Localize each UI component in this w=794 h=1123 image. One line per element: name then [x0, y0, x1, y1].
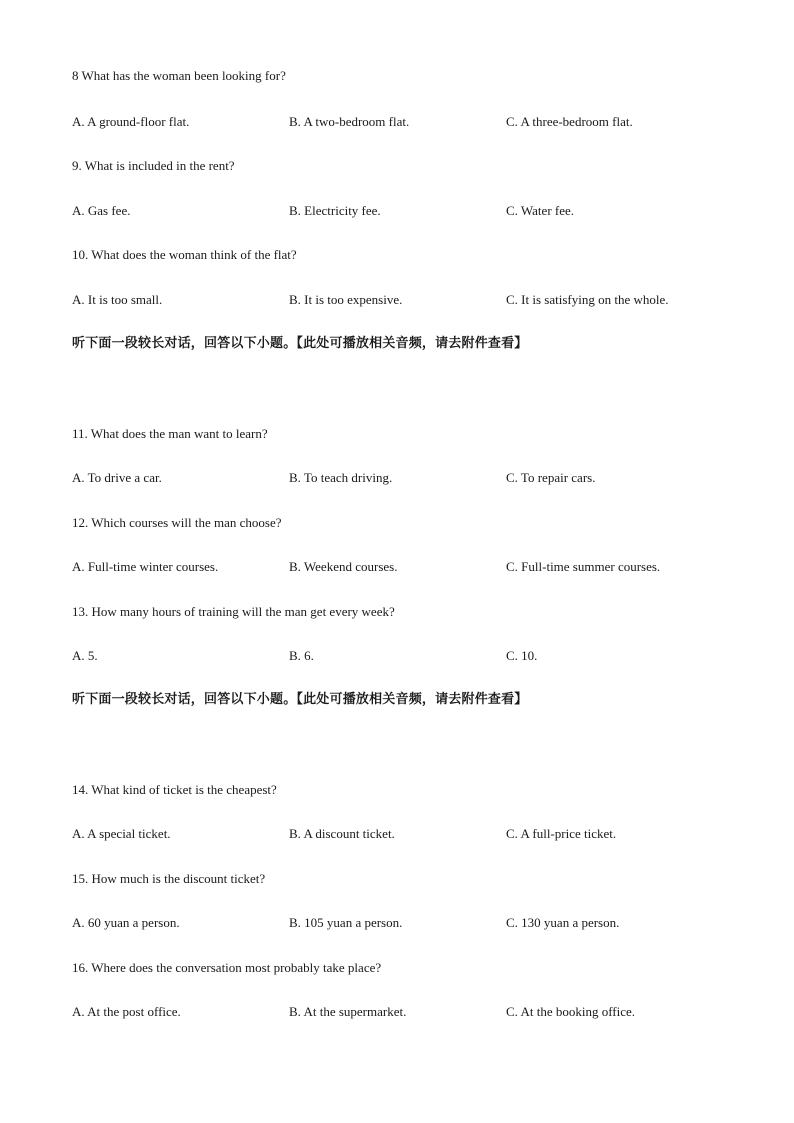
q11-option-b: B. To teach driving. — [289, 470, 393, 485]
q10-option-a: A. It is too small. — [72, 292, 163, 307]
q11-option-a: A. To drive a car. — [72, 470, 162, 485]
q14-option-b: B. A discount ticket. — [289, 826, 395, 841]
q9-option-a: A. Gas fee. — [72, 203, 131, 218]
q8-option-a: A. A ground-floor flat. — [72, 114, 190, 129]
q13-option-b: B. 6. — [289, 648, 314, 663]
q10-option-c: C. It is satisfying on the whole. — [506, 292, 669, 307]
q14-option-a: A. A special ticket. — [72, 826, 171, 841]
question-16: 16. Where does the conversation most probably take place? — [72, 960, 382, 975]
question-12: 12. Which courses will the man choose? — [72, 515, 282, 530]
question-14: 14. What kind of ticket is the cheapest? — [72, 782, 277, 797]
question-15: 15. How much is the discount ticket? — [72, 871, 266, 886]
q16-option-b: B. At the supermarket. — [289, 1004, 407, 1019]
q13-option-a: A. 5. — [72, 648, 98, 663]
question-11: 11. What does the man want to learn? — [72, 426, 268, 441]
q10-option-b: B. It is too expensive. — [289, 292, 403, 307]
q14-option-c: C. A full-price ticket. — [506, 826, 617, 841]
q11-option-c: C. To repair cars. — [506, 470, 596, 485]
q15-option-c: C. 130 yuan a person. — [506, 915, 620, 930]
listening-instruction: 听下面一段较长对话，回答以下小题。【此处可播放相关音频，请去附件查看】 — [72, 692, 528, 707]
question-8: 8 What has the woman been looking for? — [72, 68, 286, 83]
listening-instruction: 听下面一段较长对话，回答以下小题。【此处可播放相关音频，请去附件查看】 — [72, 336, 528, 351]
q12-option-b: B. Weekend courses. — [289, 559, 398, 574]
q12-option-a: A. Full-time winter courses. — [72, 559, 219, 574]
q15-option-b: B. 105 yuan a person. — [289, 915, 403, 930]
q9-option-b: B. Electricity fee. — [289, 203, 381, 218]
q9-option-c: C. Water fee. — [506, 203, 575, 218]
question-9: 9. What is included in the rent? — [72, 158, 235, 173]
question-13: 13. How many hours of training will the man get every week? — [72, 604, 395, 619]
q13-option-c: C. 10. — [506, 648, 538, 663]
q8-option-c: C. A three-bedroom flat. — [506, 114, 633, 129]
q16-option-a: A. At the post office. — [72, 1004, 181, 1019]
question-10: 10. What does the woman think of the flat? — [72, 247, 297, 262]
q8-option-b: B. A two-bedroom flat. — [289, 114, 410, 129]
q16-option-c: C. At the booking office. — [506, 1004, 636, 1019]
q12-option-c: C. Full-time summer courses. — [506, 559, 661, 574]
q15-option-a: A. 60 yuan a person. — [72, 915, 180, 930]
